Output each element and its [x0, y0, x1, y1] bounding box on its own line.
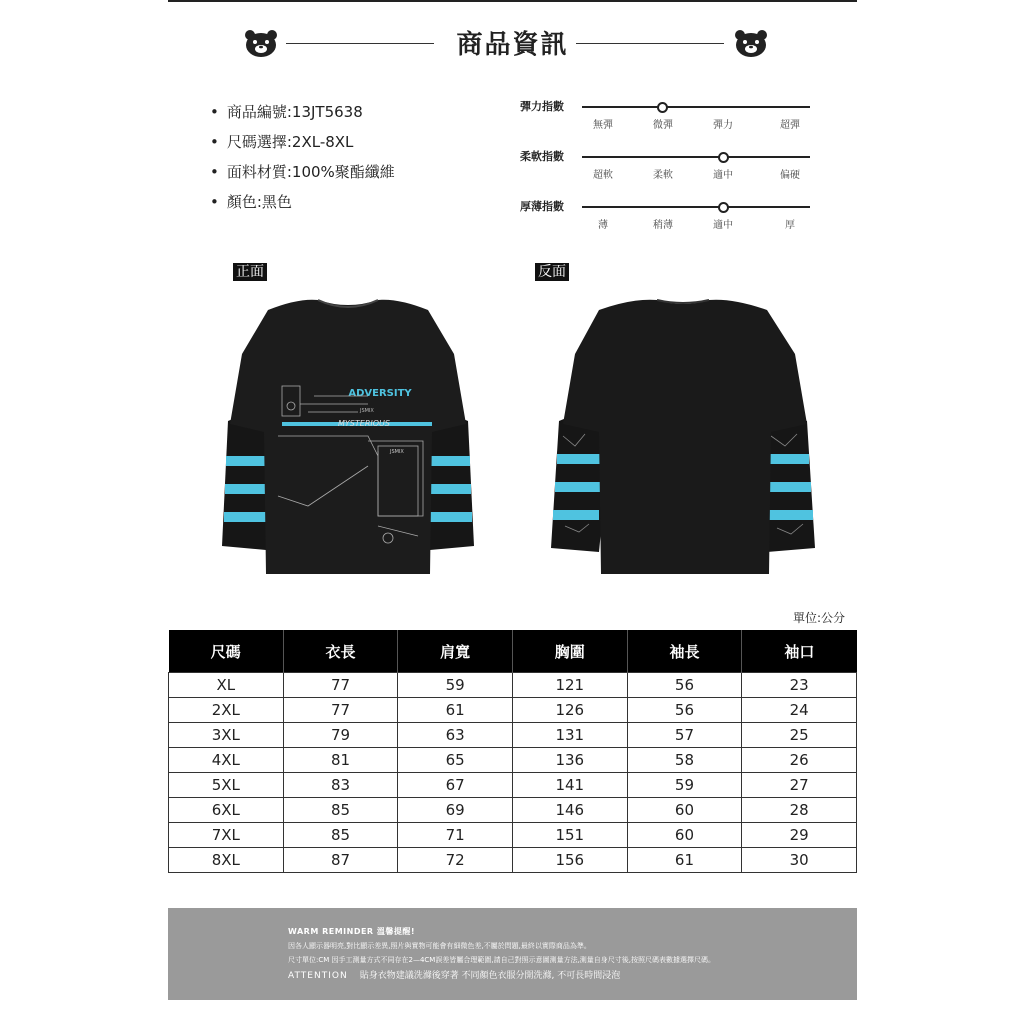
print-script-text: MYSTERIOUS — [338, 419, 390, 428]
table-row — [169, 798, 857, 823]
index-marker — [718, 152, 729, 163]
table-cell: 79 — [283, 723, 398, 748]
table-cell: 61 — [627, 848, 742, 873]
column-header: 胸圍 — [512, 630, 627, 673]
index-label: 柔軟指數 — [520, 150, 564, 163]
spec-item: • 顏色:黑色 — [210, 192, 395, 212]
table-cell: 56 — [627, 673, 742, 698]
index-option: 柔軟 — [653, 170, 673, 181]
table-cell: 23 — [742, 673, 857, 698]
table-cell: 85 — [283, 798, 398, 823]
table-cell: 131 — [512, 723, 627, 748]
table-cell: 28 — [742, 798, 857, 823]
table-cell: 69 — [398, 798, 513, 823]
table-cell: 4XL — [169, 748, 284, 773]
table-cell: 85 — [283, 823, 398, 848]
index-option: 超彈 — [780, 120, 800, 131]
column-header: 衣長 — [283, 630, 398, 673]
index-track — [582, 156, 810, 158]
table-cell: 67 — [398, 773, 513, 798]
column-header: 肩寬 — [398, 630, 513, 673]
index-option: 偏硬 — [780, 170, 800, 181]
table-cell: 65 — [398, 748, 513, 773]
table-cell: 121 — [512, 673, 627, 698]
index-option: 厚 — [785, 220, 795, 231]
table-cell: 126 — [512, 698, 627, 723]
table-cell: 77 — [283, 673, 398, 698]
table-cell: 7XL — [169, 823, 284, 848]
index-option: 稍薄 — [653, 220, 673, 231]
back-garment-image — [545, 296, 821, 580]
table-cell: 63 — [398, 723, 513, 748]
back-view-label: 反面 — [535, 263, 569, 281]
warm-reminder — [168, 908, 857, 1000]
attention-line — [288, 968, 620, 981]
product-info-page — [168, 0, 857, 1024]
table-cell: 58 — [627, 748, 742, 773]
table-cell: 2XL — [169, 698, 284, 723]
table-header-row — [169, 630, 857, 673]
table-row — [169, 698, 857, 723]
title-rule-right — [576, 43, 724, 44]
index-track — [582, 206, 810, 208]
table-cell: 26 — [742, 748, 857, 773]
table-row — [169, 773, 857, 798]
table-cell: 24 — [742, 698, 857, 723]
table-cell: 71 — [398, 823, 513, 848]
index-option: 微彈 — [653, 120, 673, 131]
print-sub-text: JSMIX — [360, 408, 374, 414]
spec-item: • 商品編號:13JT5638 — [210, 102, 395, 122]
attention-label: ATTENTION — [288, 971, 348, 981]
section-title: 商品資訊 — [168, 24, 857, 61]
table-cell: 8XL — [169, 848, 284, 873]
table-cell: 25 — [742, 723, 857, 748]
size-table — [168, 630, 857, 873]
table-cell: 57 — [627, 723, 742, 748]
print-brand-text: ADVERSITY — [348, 388, 412, 399]
table-cell: 77 — [283, 698, 398, 723]
front-garment-image — [218, 296, 478, 580]
table-cell: 146 — [512, 798, 627, 823]
table-cell: 59 — [627, 773, 742, 798]
print-sub-text: JSMIX — [390, 449, 404, 455]
spec-list — [210, 102, 395, 222]
index-label: 彈力指數 — [520, 100, 564, 113]
table-cell: XL — [169, 673, 284, 698]
table-cell: 30 — [742, 848, 857, 873]
size-table-body — [169, 673, 857, 873]
column-header: 袖長 — [627, 630, 742, 673]
softness-index — [520, 152, 820, 192]
thickness-index — [520, 202, 820, 242]
table-cell: 56 — [627, 698, 742, 723]
reminder-line: 尺寸單位:CM 因手工測量方式不同存在2—4CM誤差皆屬合理範圍,請自己對照示意圖測量方法,測量自身尺寸後,按照尺碼表數據選擇尺碼。 — [288, 956, 716, 964]
table-row — [169, 748, 857, 773]
table-row — [169, 848, 857, 873]
table-cell: 3XL — [169, 723, 284, 748]
table-cell: 29 — [742, 823, 857, 848]
spec-item: • 面料材質:100%聚酯纖維 — [210, 162, 395, 182]
column-header: 袖口 — [742, 630, 857, 673]
table-cell: 72 — [398, 848, 513, 873]
front-view-label: 正面 — [233, 263, 267, 281]
spec-item: • 尺碼選擇:2XL-8XL — [210, 132, 395, 152]
index-option: 無彈 — [593, 120, 613, 131]
reminder-line: 因各人顯示器明亮,對比顯示差異,照片與實物可能會有細微色差,不屬於問題,最終以實際商品為準。 — [288, 942, 591, 950]
column-header: 尺碼 — [169, 630, 284, 673]
table-cell: 61 — [398, 698, 513, 723]
table-cell: 151 — [512, 823, 627, 848]
table-cell: 6XL — [169, 798, 284, 823]
table-cell: 136 — [512, 748, 627, 773]
unit-label: 單位:公分 — [792, 611, 845, 625]
index-option: 薄 — [598, 220, 608, 231]
index-option: 超軟 — [593, 170, 613, 181]
index-option: 適中 — [713, 220, 733, 231]
table-cell: 141 — [512, 773, 627, 798]
table-cell: 60 — [627, 798, 742, 823]
reminder-title: WARM REMINDER 溫馨提醒! — [288, 927, 416, 936]
table-cell: 81 — [283, 748, 398, 773]
elasticity-index — [520, 102, 820, 142]
table-cell: 59 — [398, 673, 513, 698]
top-divider — [168, 0, 857, 2]
table-cell: 156 — [512, 848, 627, 873]
table-row — [169, 673, 857, 698]
index-label: 厚薄指數 — [520, 200, 564, 213]
table-row — [169, 823, 857, 848]
table-cell: 27 — [742, 773, 857, 798]
index-track — [582, 106, 810, 108]
table-cell: 60 — [627, 823, 742, 848]
index-marker — [657, 102, 668, 113]
table-cell: 83 — [283, 773, 398, 798]
table-row — [169, 723, 857, 748]
bear-logo-icon — [734, 28, 768, 58]
index-option: 彈力 — [713, 120, 733, 131]
attention-text: 貼身衣物建議洗滌後穿著 不同顏色衣服分開洗滌, 不可長時間浸泡 — [359, 971, 621, 981]
index-option: 適中 — [713, 170, 733, 181]
table-cell: 87 — [283, 848, 398, 873]
table-cell: 5XL — [169, 773, 284, 798]
index-marker — [718, 202, 729, 213]
